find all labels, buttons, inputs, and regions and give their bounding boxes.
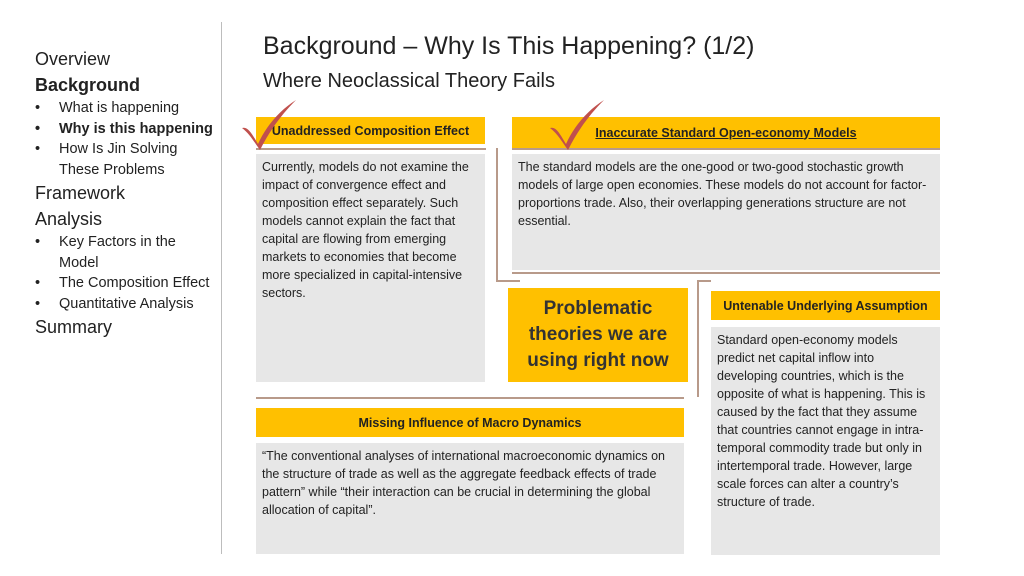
nav-analysis[interactable]: Analysis [35,209,103,229]
open-economy-body: The standard models are the one-good or two-good stochastic growth models of large open economies. These models do not account for factor-proportions trade. Also, their overlapping generations structure are not essential. [512,154,940,270]
checkmark-icon [548,98,608,150]
divider-line [512,272,940,274]
macro-dynamics-header: Missing Influence of Macro Dynamics [256,408,684,437]
nav-framework[interactable]: Framework [35,183,126,203]
checkmark-icon [240,98,300,150]
nav-item-why-is-this-happening[interactable]: • Why is this happening [35,119,215,140]
nav-overview[interactable]: Overview [35,49,111,69]
open-economy-header-text: Inaccurate Standard Open-economy Models [595,125,857,140]
nav-analysis-list [35,232,215,314]
nav-summary[interactable]: Summary [35,317,113,337]
nav-background[interactable]: Background [35,75,141,95]
composition-effect-header: Unaddressed Composition Effect [256,117,485,144]
nav-item-quantitative-analysis[interactable]: • Quantitative Analysis [35,294,215,315]
nav-item-composition-effect[interactable]: • The Composition Effect [35,273,215,294]
assumption-body: Standard open-economy models predict net capital inflow into developing countries, which is the opposite of what is happening. This is caused by the fact that they assume that countries cannot engage in intra-temporal commodity trade but only in intertemporal trade. However, large scale forces can alter a country’s structure of trade. [711,327,940,555]
macro-dynamics-body: “The conventional analyses of international macroeconomic dynamics on the structure of trade as well as the aggregate feedback effects of trade pattern” while “their interaction can be crucial in determining the global allocation of capital”. [256,443,684,554]
assumption-header: Untenable Underlying Assumption [711,291,940,320]
nav-item-how-jin-solving[interactable]: • How Is Jin Solving These Problems [35,139,215,180]
nav-item-what-is-happening[interactable]: • What is happening [35,98,215,119]
divider-line [697,280,699,397]
divider-line [256,397,684,399]
divider-line [697,280,711,282]
page-subtitle: Where Neoclassical Theory Fails [263,70,555,92]
section-nav [35,46,215,340]
nav-background-list [35,98,215,180]
divider-line [496,280,520,282]
composition-effect-body: Currently, models do not examine the impact of convergence effect and composition effect separately. Such models cannot explain the fact that capital are flowing from emerging markets to economies that become more specialized in capital-intensive sectors. [256,154,485,382]
divider-line [496,148,498,280]
nav-item-key-factors[interactable]: • Key Factors in the Model [35,232,215,273]
page-title: Background – Why Is This Happening? (1/2) [263,32,755,60]
nav-divider [221,22,222,554]
problematic-theories-box: Problematic theories we are using right now [508,288,688,382]
